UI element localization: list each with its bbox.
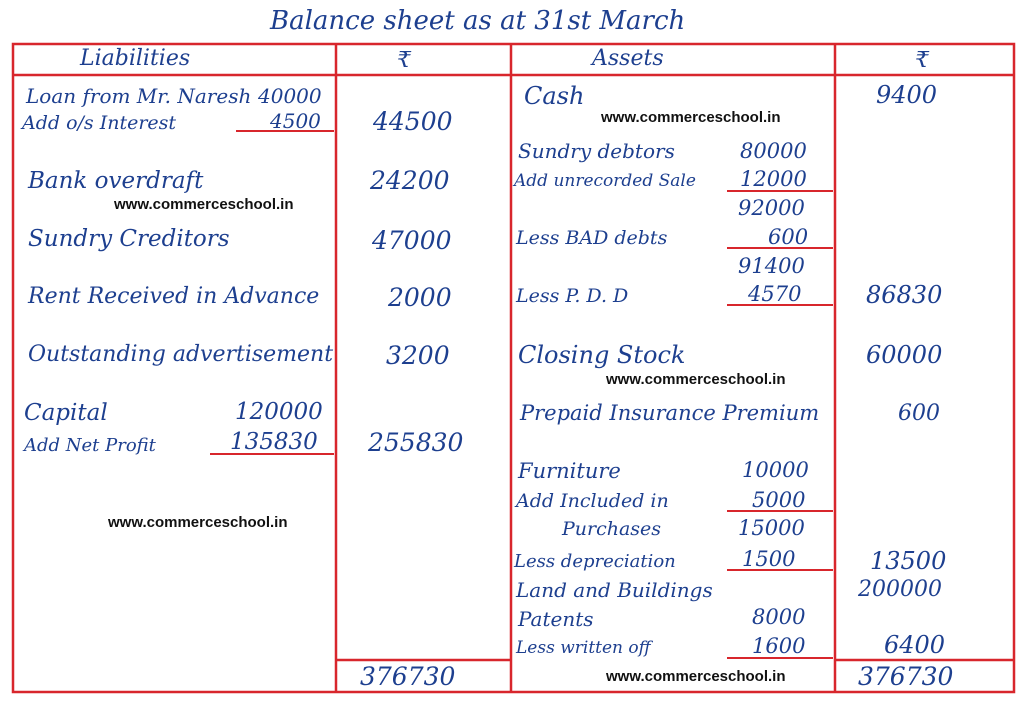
written-off-label: Less written off bbox=[516, 638, 651, 658]
liabilities-grand-total: 376730 bbox=[360, 662, 456, 691]
unrecorded-sale-label: Add unrecorded Sale bbox=[514, 171, 696, 191]
bad-debts-label: Less BAD debts bbox=[516, 227, 668, 249]
depreciation-value: 1500 bbox=[742, 547, 796, 571]
prepaid-insurance-total: 600 bbox=[898, 401, 940, 426]
header-liabilities-amount: ₹ bbox=[397, 48, 411, 73]
furniture-label: Furniture bbox=[518, 459, 621, 483]
header-assets-amount: ₹ bbox=[915, 48, 929, 73]
cash-label: Cash bbox=[524, 82, 585, 110]
furniture-add-label: Add Included in bbox=[516, 490, 669, 512]
unrecorded-sale-value: 12000 bbox=[740, 167, 807, 191]
rent-advance-total: 2000 bbox=[388, 283, 452, 312]
purchases-value: 15000 bbox=[738, 516, 805, 540]
outstanding-advertisement-label: Outstanding advertisement bbox=[28, 342, 334, 367]
bank-overdraft-label: Bank overdraft bbox=[28, 168, 204, 194]
depreciation-label: Less depreciation bbox=[514, 551, 676, 572]
header-liabilities: Liabilities bbox=[80, 46, 191, 71]
watermark-3: www.commerceschool.in bbox=[606, 371, 786, 388]
loan-value: 40000 bbox=[258, 84, 322, 108]
rent-advance-label: Rent Received in Advance bbox=[28, 284, 320, 309]
cash-total: 9400 bbox=[876, 81, 938, 109]
sheet-title: Balance sheet as at 31st March bbox=[270, 6, 686, 36]
patents-total: 6400 bbox=[884, 631, 946, 659]
land-buildings-total: 200000 bbox=[858, 577, 942, 602]
debtors-total: 86830 bbox=[866, 281, 943, 309]
furniture-value: 10000 bbox=[742, 458, 809, 482]
watermark-1: www.commerceschool.in bbox=[601, 109, 781, 126]
purchases-label: Purchases bbox=[562, 518, 662, 540]
bank-overdraft-total: 24200 bbox=[370, 166, 450, 195]
debtors-label: Sundry debtors bbox=[518, 139, 675, 163]
prepaid-insurance-label: Prepaid Insurance Premium bbox=[520, 401, 820, 425]
closing-stock-label: Closing Stock bbox=[518, 341, 686, 369]
debtors-subtotal-1: 92000 bbox=[738, 196, 805, 220]
furniture-total: 13500 bbox=[870, 547, 947, 575]
outstanding-advertisement-total: 3200 bbox=[386, 341, 450, 370]
debtors-value: 80000 bbox=[740, 139, 807, 163]
sundry-creditors-label: Sundry Creditors bbox=[28, 226, 230, 252]
sundry-creditors-total: 47000 bbox=[372, 226, 452, 255]
debtors-subtotal-2: 91400 bbox=[738, 254, 805, 278]
pda-label: Less P. D. D bbox=[516, 285, 629, 307]
loan-label: Loan from Mr. Naresh bbox=[26, 84, 252, 108]
assets-grand-total: 376730 bbox=[858, 662, 954, 691]
net-profit-value: 135830 bbox=[230, 429, 318, 455]
pda-value: 4570 bbox=[748, 282, 802, 306]
watermark-4: www.commerceschool.in bbox=[108, 514, 288, 531]
loan-total: 44500 bbox=[373, 107, 453, 136]
bad-debts-value: 600 bbox=[768, 225, 809, 249]
land-buildings-label: Land and Buildings bbox=[516, 578, 713, 602]
written-off-value: 1600 bbox=[752, 634, 806, 658]
net-profit-label: Add Net Profit bbox=[24, 435, 156, 456]
capital-value: 120000 bbox=[235, 399, 323, 425]
watermark-2: www.commerceschool.in bbox=[114, 196, 294, 213]
watermark-5: www.commerceschool.in bbox=[606, 668, 786, 685]
patents-label: Patents bbox=[518, 607, 594, 631]
interest-value: 4500 bbox=[270, 109, 321, 133]
interest-label: Add o/s Interest bbox=[22, 112, 177, 134]
header-assets: Assets bbox=[592, 46, 664, 71]
capital-total: 255830 bbox=[368, 428, 464, 457]
closing-stock-total: 60000 bbox=[866, 341, 943, 369]
capital-label: Capital bbox=[24, 400, 108, 426]
furniture-add-value: 5000 bbox=[752, 488, 806, 512]
patents-value: 8000 bbox=[752, 605, 806, 629]
